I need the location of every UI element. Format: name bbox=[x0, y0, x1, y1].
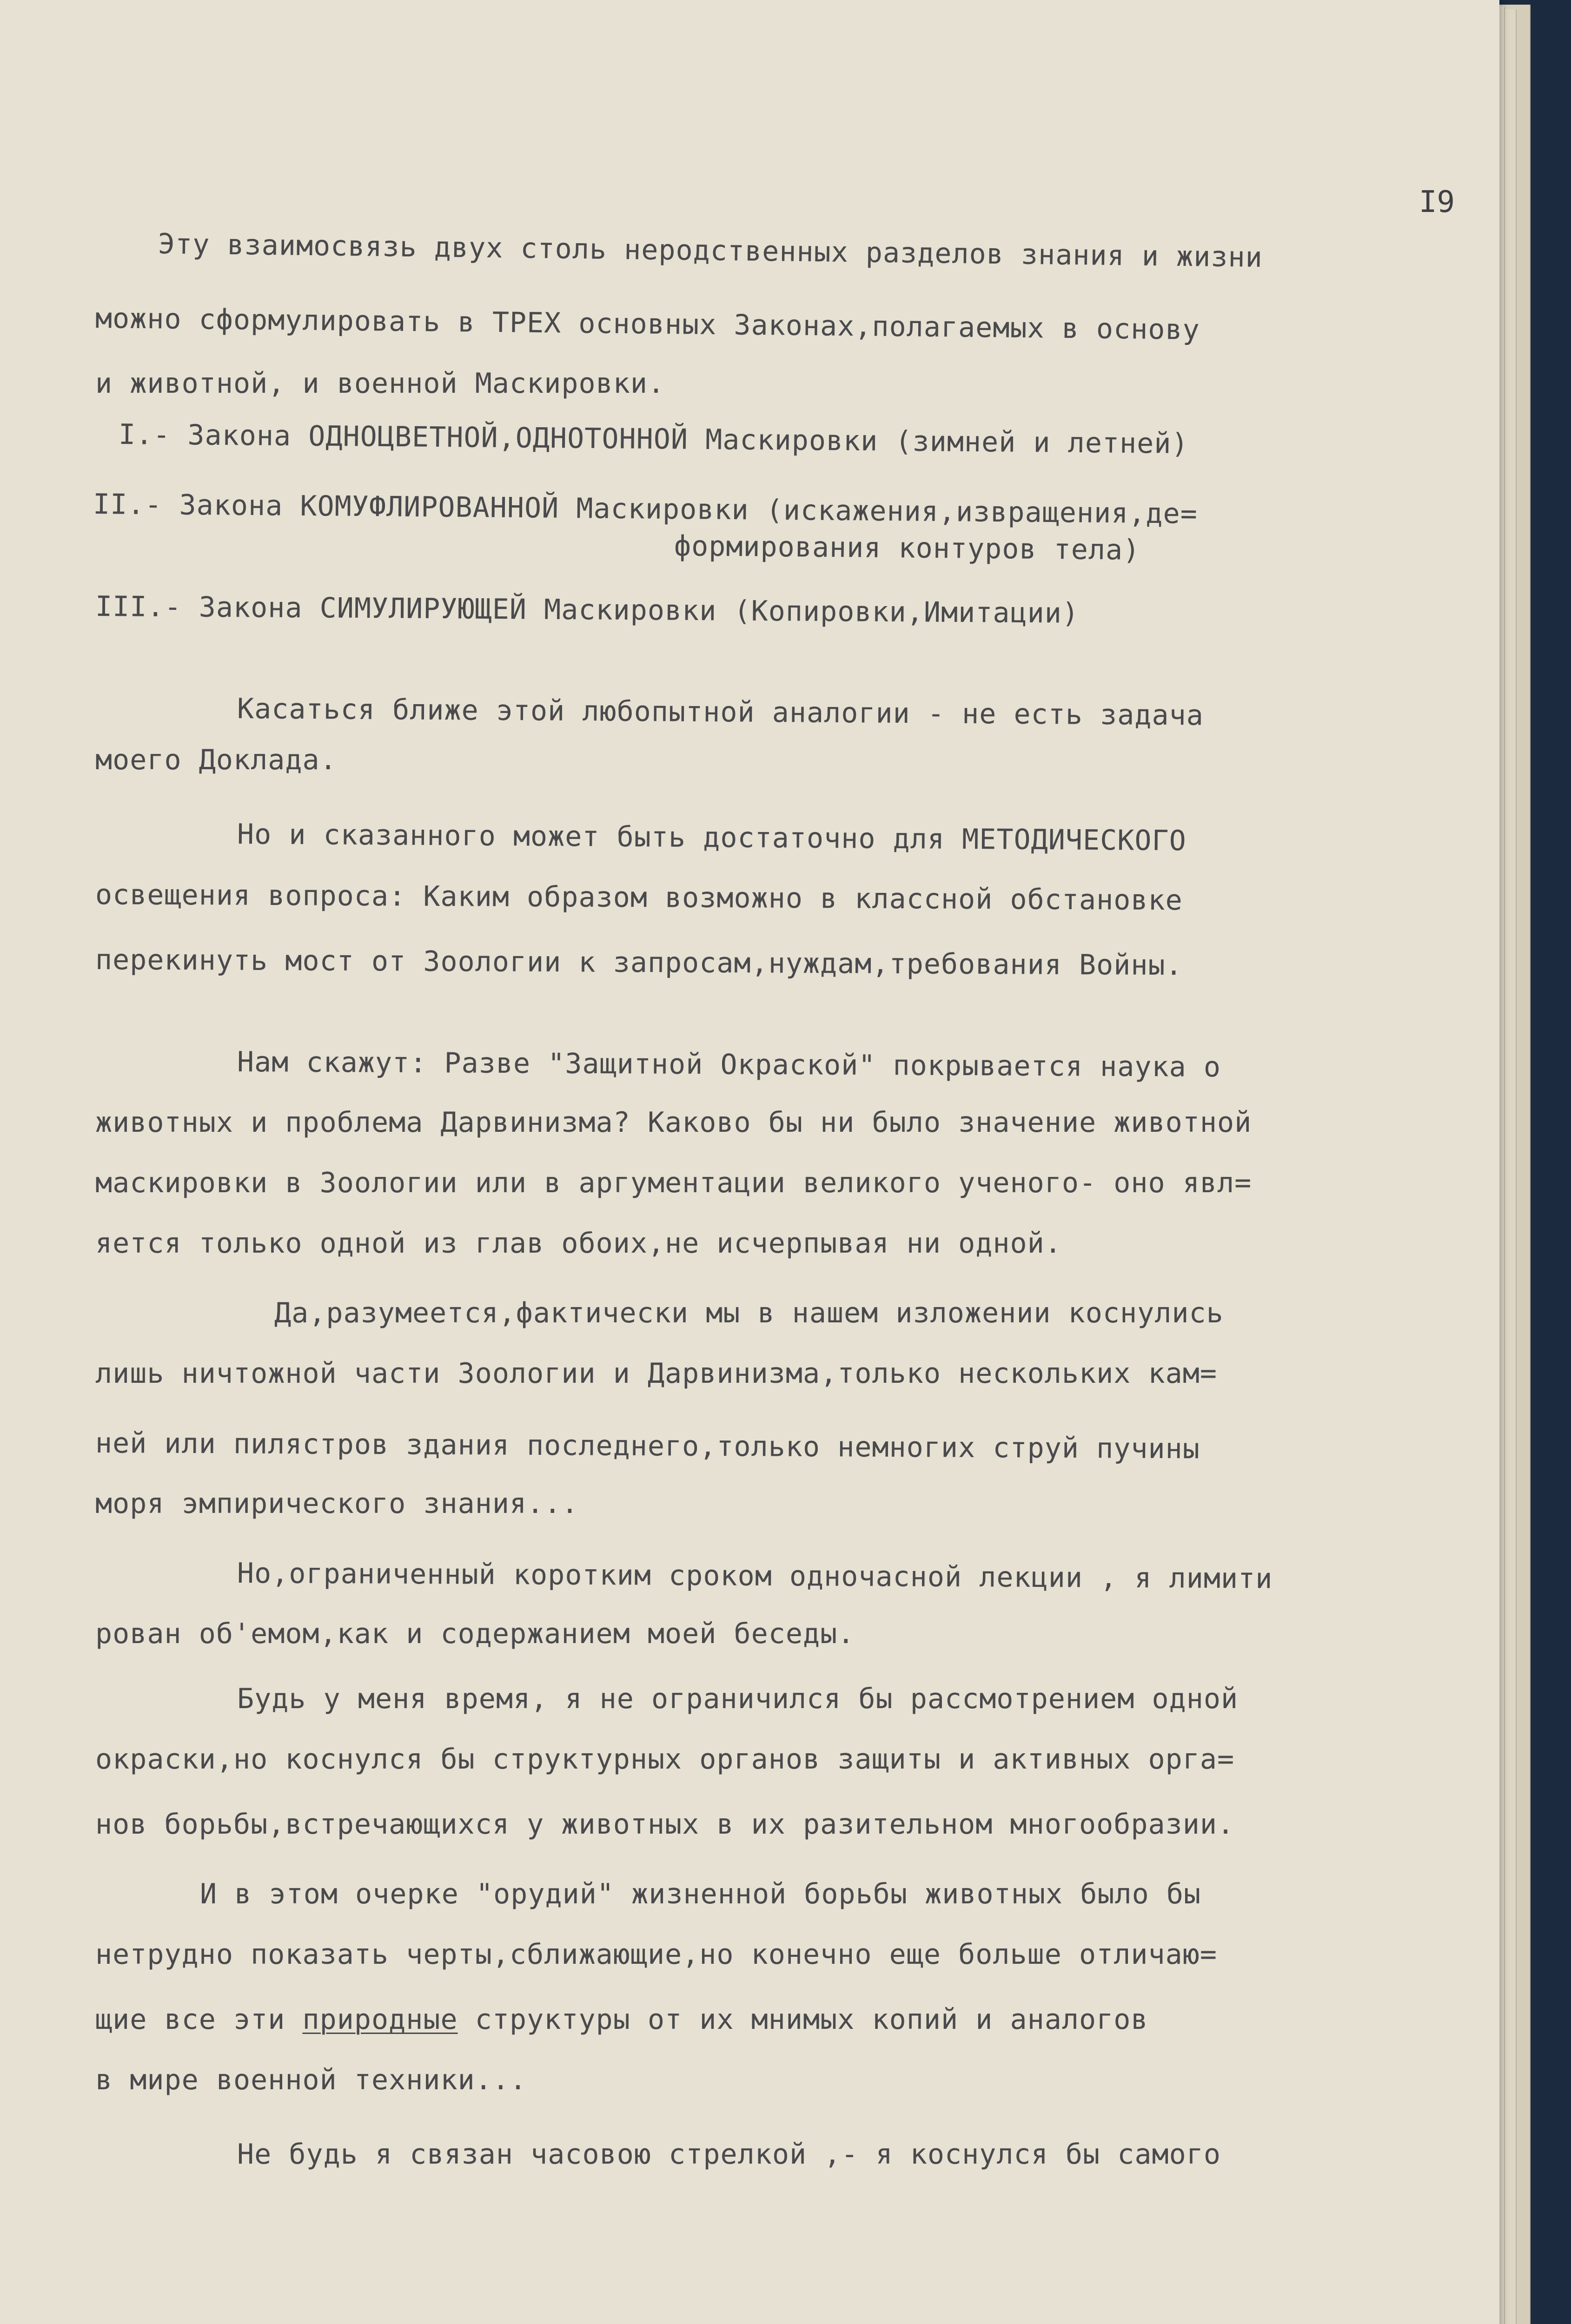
text-line: ней или пилястров здания последнего,только немногих струй пучины bbox=[95, 1427, 1200, 1466]
text-line: Не будь я связан часовою стрелкой ,- я коснулся бы самого bbox=[237, 2138, 1221, 2171]
text-line: нов борьбы,встречающихся у животных в их разительном многообразии. bbox=[95, 1808, 1235, 1841]
text-line: в мире военной техники... bbox=[95, 2064, 527, 2096]
text-line: Нам скажут: Разве "Защитной Окраской" покрывается наука о bbox=[237, 1046, 1221, 1084]
text-line: рован об'емом,как и содержанием моей беседы. bbox=[95, 1618, 855, 1650]
text-line: можно сформулировать в ТРЕХ основных Законах,полагаемых в основу bbox=[95, 302, 1200, 346]
text-line: I.- Закона ОДНОЦВЕТНОЙ,ОДНОТОННОЙ Маскировки (зимней и летней) bbox=[118, 418, 1189, 461]
text-line: Касаться ближе этой любопытной аналогии - не есть задача bbox=[237, 693, 1204, 732]
text-line: животных и проблема Дарвинизма? Каково бы ни было значение животной bbox=[95, 1106, 1252, 1139]
text-line: освещения вопроса: Каким образом возможно в классной обстановке bbox=[95, 878, 1183, 917]
text-line-with-underline: щие все эти природные структуры от их мнимых копий и аналогов bbox=[95, 2003, 1148, 2036]
text-line: окраски,но коснулся бы структурных органов защиты и активных орга= bbox=[95, 1743, 1235, 1776]
text-line: и животной, и военной Маскировки. bbox=[95, 367, 665, 400]
text-line: лишь ничтожной части Зоологии и Дарвинизма,только нескольких кам= bbox=[95, 1357, 1217, 1390]
underlined-word: природные bbox=[302, 2003, 458, 2036]
page-number: I9 bbox=[1419, 185, 1455, 219]
text-line: Будь у меня время, я не ограничился бы рассмотрением одной bbox=[237, 1683, 1239, 1715]
text-line: маскировки в Зоологии или в аргументации великого ученого- оно явл= bbox=[95, 1167, 1252, 1199]
text-line: Эту взаимосвязь двух столь неродственных разделов знания и жизни bbox=[158, 228, 1263, 274]
text-line: И в этом очерке "орудий" жизненной борьбы животных было бы bbox=[200, 1878, 1201, 1910]
text-line: формирования контуров тела) bbox=[674, 530, 1140, 567]
text-line: перекинуть мост от Зоологии к запросам,нуждам,требования Войны. bbox=[95, 944, 1183, 982]
text-line: Но и сказанного может быть достаточно для МЕТОДИЧЕСКОГО bbox=[237, 818, 1187, 858]
text-line: моря эмпирического знания... bbox=[95, 1487, 579, 1520]
text-line: яется только одной из глав обоих,не исчерпывая ни одной. bbox=[95, 1227, 1062, 1260]
text-line: Да,разумеется,фактически мы в нашем изложении коснулись bbox=[274, 1297, 1224, 1329]
text-line: III.- Закона СИМУЛИРУЮЩЕЙ Маскировки (Копировки,Имитации) bbox=[95, 590, 1080, 630]
text-line: II.- Закона КОМУФЛИРОВАННОЙ Маскировки (искажения,извращения,де= bbox=[93, 488, 1198, 530]
text-line: Но,ограниченный коротким сроком одночасной лекции , я лимити bbox=[237, 1557, 1273, 1595]
text-line: моего Доклада. bbox=[95, 744, 337, 776]
text-line: нетрудно показать черты,сближающие,но конечно еще больше отличаю= bbox=[95, 1938, 1217, 1971]
